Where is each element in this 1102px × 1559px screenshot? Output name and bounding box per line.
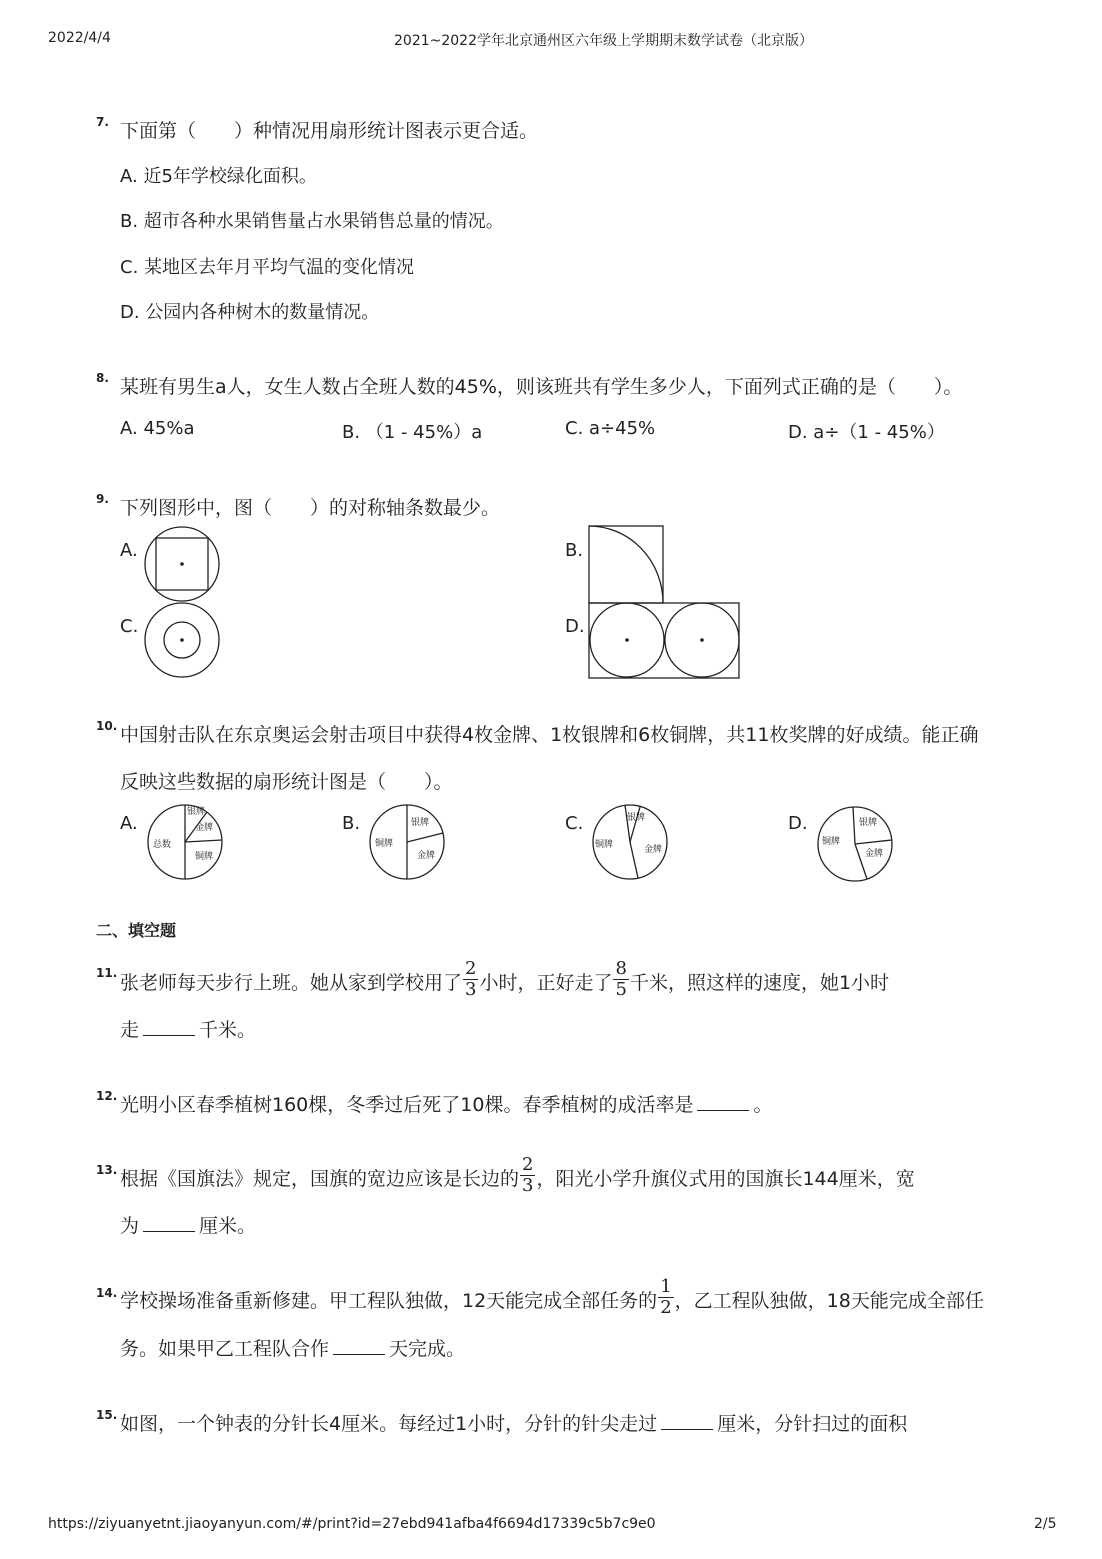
pie-chart-b — [367, 800, 452, 885]
text-segment: 。 — [753, 1094, 773, 1116]
text-segment: 为 — [120, 1215, 140, 1237]
question-text — [120, 1409, 907, 1436]
print-date: 2022/4/4 — [48, 30, 111, 46]
center-dot — [700, 638, 704, 642]
pie-chart-c — [590, 800, 675, 885]
center-dot — [625, 638, 629, 642]
text-segment: 厘米，分针扫过的面积 — [717, 1413, 908, 1435]
pie-label-silver: 银牌 — [627, 813, 646, 823]
fraction-numerator: 2 — [522, 1153, 534, 1175]
source-url[interactable]: https://ziyuanyetnt.jiaoyanyun.com/#/print?id=27ebd941afba4f6694d17339c5b7c9e0 — [48, 1516, 656, 1532]
pie-label-total: 总数 — [153, 840, 172, 850]
pie-divider — [853, 807, 855, 844]
pie-label-silver: 银牌 — [859, 818, 878, 828]
text-segment: 天完成。 — [389, 1338, 466, 1360]
option-b: B. 超市各种水果销售量占水果销售总量的情况。 — [120, 211, 504, 232]
fraction-denominator: 3 — [522, 1174, 534, 1196]
q9-figures-left — [140, 520, 230, 685]
fraction — [613, 959, 628, 1000]
option-c: C. a÷45% — [565, 418, 656, 439]
option-d-label: D. — [565, 616, 585, 637]
fraction — [520, 1155, 535, 1196]
question-number: 9. — [96, 492, 109, 506]
answer-blank[interactable] — [697, 1094, 749, 1111]
pie-label-silver: 银牌 — [187, 807, 206, 817]
pie-chart-a — [145, 800, 230, 885]
text-segment: 务。如果甲乙工程队合作 — [120, 1338, 330, 1360]
question-text — [120, 956, 889, 1006]
text-segment: 光明小区春季植树160棵，冬季过后死了10棵。春季植树的成活率是 — [120, 1094, 694, 1116]
pie-label-gold: 金牌 — [865, 849, 884, 859]
option-a-label: A. — [120, 813, 138, 834]
text-segment: ，阳光小学升旗仪式用的国旗长144厘米，宽 — [536, 1167, 915, 1190]
pie-divider — [630, 842, 638, 878]
option-a-label: A. — [120, 540, 138, 561]
question-number: 12. — [96, 1089, 118, 1103]
fraction-denominator: 5 — [615, 978, 627, 1000]
question-text-line1: 中国射击队在东京奥运会射击项目中获得4枚金牌、1枚银牌和6枚铜牌，共11枚奖牌的好成绩。能正确 — [120, 724, 979, 746]
text-segment: 学校操场准备重新修建。甲工程队独做，12天能完成全部任务的 — [120, 1289, 658, 1312]
option-d: D. 公园内各种树木的数量情况。 — [120, 302, 380, 323]
pie-label-bronze: 铜牌 — [375, 839, 394, 849]
option-d-label: D. — [788, 813, 808, 834]
text-segment: ，乙工程队独做，18天能完成全部任 — [674, 1289, 984, 1312]
fraction — [658, 1277, 673, 1318]
pie-label-gold: 金牌 — [644, 845, 663, 855]
section-title: 二、填空题 — [96, 921, 177, 940]
option-a: A. 近5年学校绿化面积。 — [120, 166, 317, 187]
answer-blank[interactable] — [143, 1019, 195, 1036]
text-segment: 如图，一个钟表的分针长4厘米。每经过1小时，分针的针尖走过 — [120, 1413, 658, 1435]
pie-label-gold: 金牌 — [195, 823, 214, 833]
question-text — [120, 1090, 772, 1117]
option-b-label: B. — [342, 813, 361, 834]
fraction-denominator: 2 — [660, 1296, 672, 1318]
text-segment: 张老师每天步行上班。她从家到学校用了 — [120, 971, 463, 994]
option-b: B. （1 - 45%）a — [342, 422, 483, 443]
pie-label-bronze: 铜牌 — [595, 840, 614, 850]
pie-divider — [407, 833, 443, 842]
pie-label-gold: 金牌 — [417, 851, 436, 861]
figure-d-two-circles — [589, 603, 739, 678]
option-a: A. 45%a — [120, 418, 195, 439]
question-text: 某班有男生a人，女生人数占全班人数的45%，则该班共有学生多少人，下面列式正确的是（ ）。 — [120, 376, 963, 398]
fraction-numerator: 2 — [465, 957, 477, 979]
figure-b-quarter-circle — [589, 526, 663, 603]
answer-blank[interactable] — [143, 1215, 195, 1232]
text-segment: 千米。 — [199, 1019, 257, 1041]
question-text — [120, 1274, 984, 1324]
answer-blank[interactable] — [661, 1413, 713, 1430]
question-text-line2: 反映这些数据的扇形统计图是（ ）。 — [120, 771, 453, 793]
fraction-numerator: 1 — [660, 1275, 672, 1297]
option-c-label: C. — [120, 616, 139, 637]
pie-label-bronze: 铜牌 — [195, 852, 214, 862]
question-number: 7. — [96, 115, 109, 129]
question-text-line2 — [120, 1015, 256, 1042]
option-c: C. 某地区去年月平均气温的变化情况 — [120, 257, 415, 278]
question-number: 8. — [96, 371, 109, 385]
question-number: 10. — [96, 719, 118, 733]
option-d: D. a÷（1 - 45%） — [788, 422, 945, 443]
text-segment: 厘米。 — [199, 1215, 257, 1237]
text-segment: 小时，正好走了 — [479, 971, 613, 994]
pie-divider — [855, 840, 892, 844]
question-number: 11. — [96, 966, 118, 980]
question-text-line2 — [120, 1334, 465, 1361]
question-number: 15. — [96, 1408, 118, 1422]
question-text — [120, 1152, 915, 1202]
pie-divider — [185, 840, 222, 842]
pie-chart-d — [815, 802, 900, 887]
center-dot — [180, 562, 184, 566]
text-segment: 走 — [120, 1019, 140, 1041]
question-text: 下面第（ ）种情况用扇形统计图表示更合适。 — [120, 120, 539, 142]
page-number: 2/5 — [1034, 1516, 1057, 1532]
answer-blank[interactable] — [333, 1338, 385, 1355]
fraction-numerator: 8 — [615, 957, 627, 979]
fraction-denominator: 3 — [465, 978, 477, 1000]
center-dot — [180, 638, 184, 642]
question-number: 14. — [96, 1286, 118, 1300]
fraction — [463, 959, 478, 1000]
document-title: 2021~2022学年北京通州区六年级上学期期末数学试卷（北京版） — [394, 33, 813, 49]
q9-figures-right — [585, 522, 745, 682]
question-text-line2 — [120, 1211, 256, 1238]
text-segment: 千米，照这样的速度，她1小时 — [629, 971, 890, 994]
pie-divider — [625, 805, 630, 842]
pie-label-silver: 银牌 — [411, 818, 430, 828]
pie-label-bronze: 铜牌 — [822, 837, 841, 847]
question-text: 下列图形中，图（ ）的对称轴条数最少。 — [120, 497, 501, 519]
text-segment: 根据《国旗法》规定，国旗的宽边应该是长边的 — [120, 1167, 520, 1190]
option-c-label: C. — [565, 813, 584, 834]
option-b-label: B. — [565, 540, 584, 561]
question-number: 13. — [96, 1163, 118, 1177]
